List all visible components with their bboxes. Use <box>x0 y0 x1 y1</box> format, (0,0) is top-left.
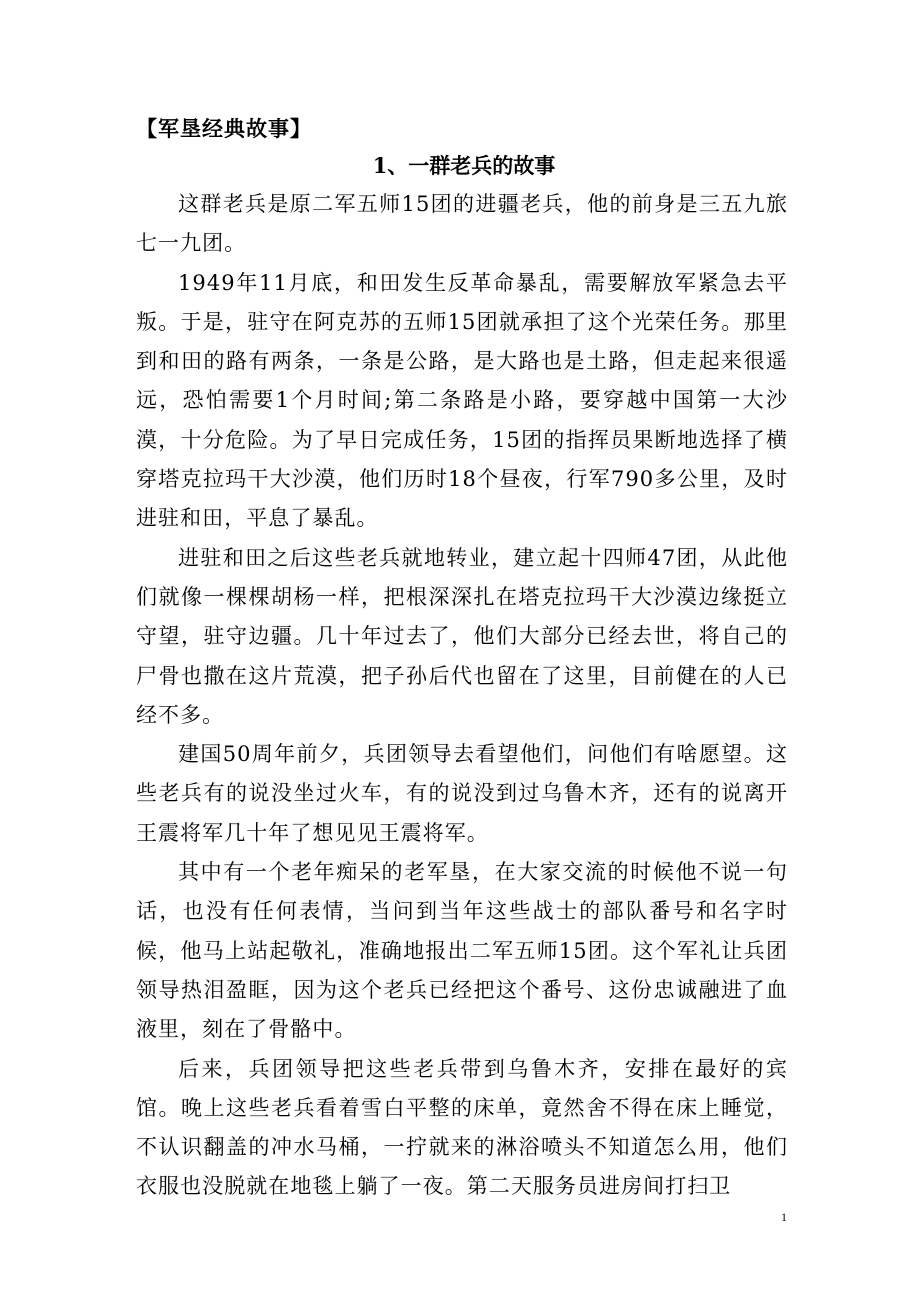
paragraph: 1949年11月底，和田发生反革命暴乱，需要解放军紧急去平叛。于是，驻守在阿克苏的五师15团就承担了这个光荣任务。那里到和田的路有两条，一条是公路，是大路也是土路，但走起来很遥远，恐怕需要1个月时间;第二条路是小路，要穿越中国第一大沙漠，十分危险。为了早日完成任务，15团的指挥员果断地选择了横穿塔克拉玛干大沙漠，他们历时18个昼夜，行军790多公里，及时进驻和田，平息了暴乱。 <box>136 270 788 531</box>
section-header: 【军垦经典故事】 <box>136 116 312 141</box>
story-title <box>0 150 920 180</box>
paragraph: 后来，兵团领导把这些老兵带到乌鲁木齐，安排在最好的宾馆。晚上这些老兵看着雪白平整的床单，竟然舍不得在床上睡觉，不认识翻盖的冲水马桶，一拧就来的淋浴喷头不知道怎么用，他们衣服也没脱就在地毯上躺了一夜。第二天服务员进房间打扫卫 <box>136 1056 788 1199</box>
paragraph: 其中有一个老年痴呆的老军垦，在大家交流的时候他不说一句话，也没有任何表情，当问到当年这些战士的部队番号和名字时候，他马上站起敬礼，准确地报出二军五师15团。这个军礼让兵团领导热泪盈眶，因为这个老兵已经把这个番号、这份忠诚融进了血液里，刻在了骨骼中。 <box>136 860 788 1042</box>
page-number: 1 <box>781 1210 787 1224</box>
paragraph: 这群老兵是原二军五师15团的进疆老兵，他的前身是三五九旅七一九团。 <box>136 192 788 256</box>
story-title-text: 1、一群老兵的故事 <box>372 153 556 178</box>
body-text <box>136 185 788 1207</box>
paragraph: 进驻和田之后这些老兵就地转业，建立起十四师47团，从此他们就像一棵棵胡杨一样，把根深深扎在塔克拉玛干大沙漠边缘挺立守望，驻守边疆。几十年过去了，他们大部分已经去世，将自己的尸骨也撒在这片荒漠，把子孙后代也留在了这里，目前健在的人已经不多。 <box>136 545 788 727</box>
paragraph: 建国50周年前夕，兵团领导去看望他们，问他们有啥愿望。这些老兵有的说没坐过火车，有的说没到过乌鲁木齐，还有的说离开王震将军几十年了想见见王震将军。 <box>136 742 788 845</box>
